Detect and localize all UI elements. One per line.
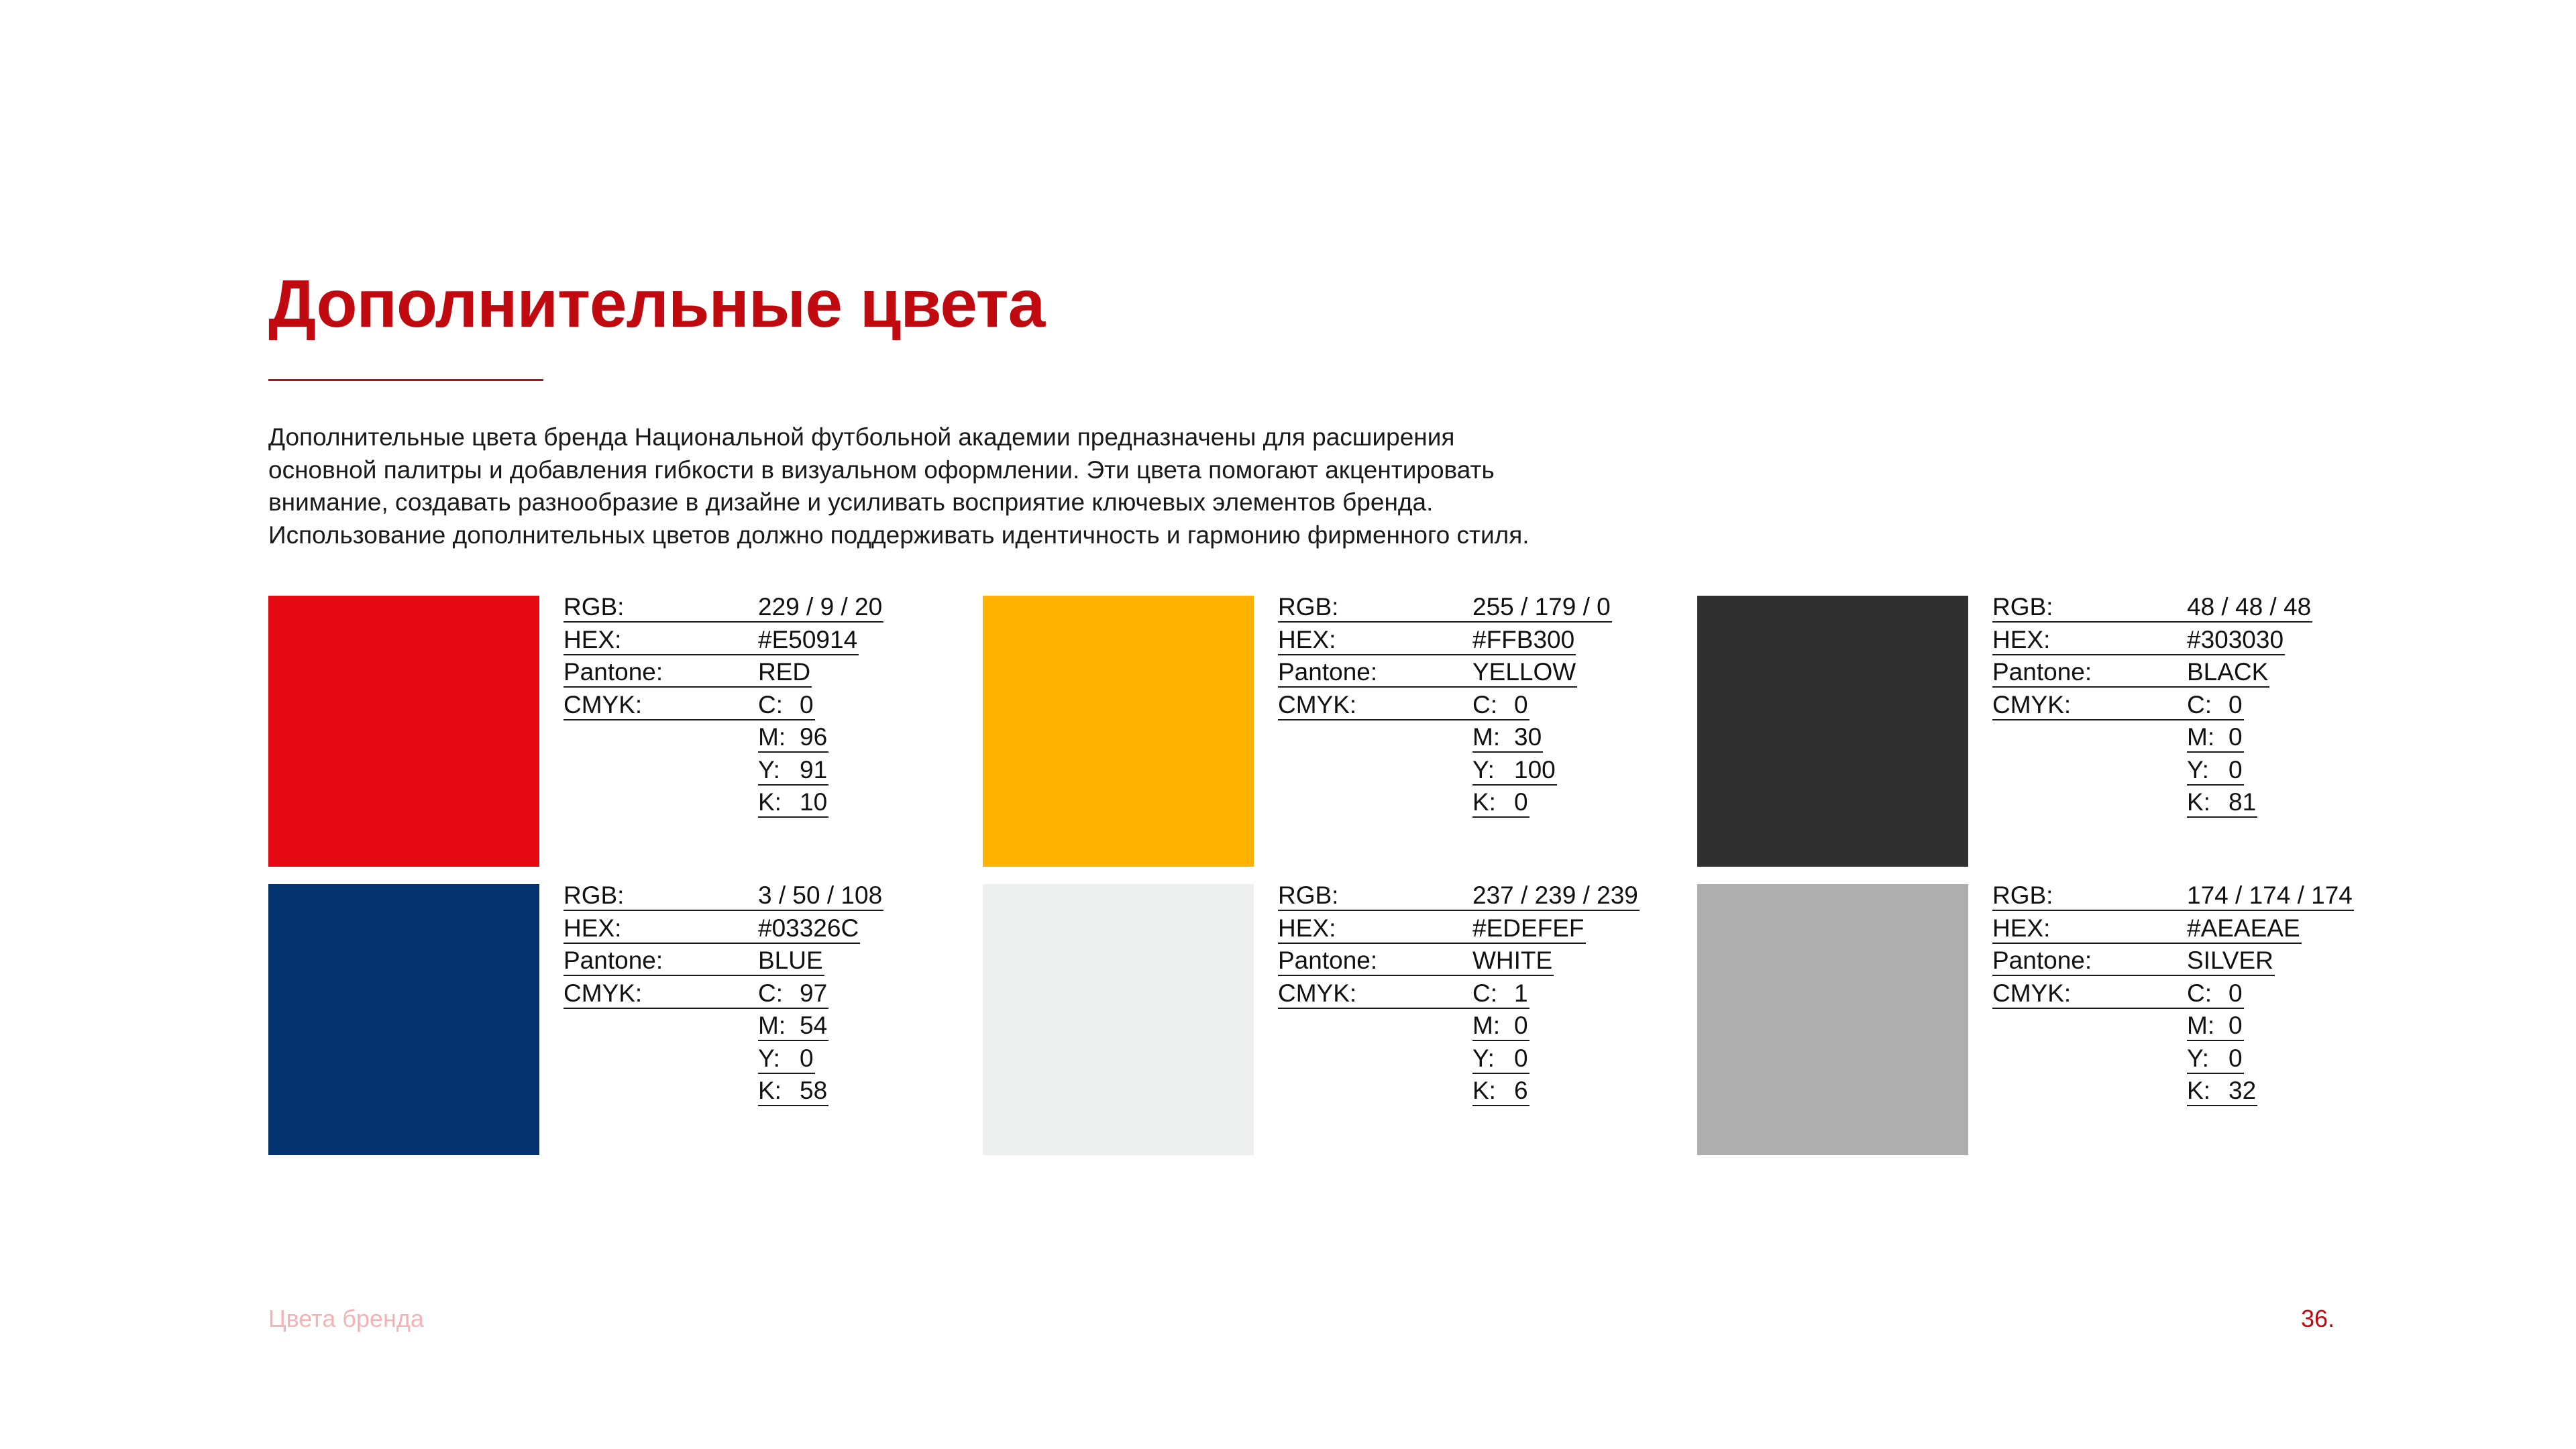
cmyk-y-key: Y:: [2187, 755, 2209, 784]
cmyk-y-number: 91: [800, 755, 828, 784]
pantone-label: Pantone:: [1278, 658, 1472, 688]
page-title: Дополнительные цвета: [268, 266, 1045, 341]
hex-label: HEX:: [1992, 914, 2187, 944]
cmyk-k-value: [2187, 1077, 2257, 1106]
pantone-label: Pantone:: [1992, 658, 2187, 688]
cmyk-c-value: [2187, 691, 2244, 720]
cmyk-label: CMYK:: [1278, 979, 1472, 1009]
color-swatch: [268, 596, 539, 867]
cmyk-y-value: [758, 1044, 815, 1074]
color-card: [1697, 881, 2408, 1156]
pantone-value: WHITE: [1472, 947, 1554, 976]
cmyk-k-key: K:: [1472, 788, 1496, 816]
cmyk-m-key: M:: [758, 723, 786, 751]
cmyk-c-value: [758, 691, 815, 720]
hex-value: #03326C: [758, 914, 860, 944]
hex-value: #E50914: [758, 626, 859, 655]
cmyk-m-key: M:: [1472, 723, 1501, 751]
color-swatch: [983, 596, 1254, 867]
cmyk-c-key: C:: [1472, 690, 1497, 718]
rgb-label: RGB:: [1278, 593, 1472, 623]
intro-line: основной палитры и добавления гибкости в визуальном оформлении. Эти цвета помогают акцентировать: [268, 455, 1495, 484]
cmyk-k-value: [758, 1077, 828, 1106]
cmyk-k-number: 58: [800, 1077, 828, 1104]
cmyk-label: CMYK:: [1278, 691, 1472, 720]
cmyk-label: CMYK:: [564, 979, 758, 1009]
cmyk-y-key: Y:: [1472, 755, 1495, 784]
cmyk-m-value: [2187, 723, 2244, 753]
cmyk-c-number: 0: [2229, 979, 2243, 1007]
rgb-value: 3 / 50 / 108: [758, 881, 883, 911]
cmyk-k-key: K:: [2187, 788, 2210, 816]
cmyk-m-number: 30: [1514, 723, 1542, 751]
cmyk-k-key: K:: [2187, 1077, 2210, 1104]
cmyk-k-key: K:: [758, 1077, 782, 1104]
rgb-value: 48 / 48 / 48: [2187, 593, 2312, 623]
color-swatch: [1697, 596, 1968, 867]
cmyk-k-value: [2187, 788, 2257, 818]
color-card: [983, 593, 1694, 867]
cmyk-k-number: 10: [800, 788, 828, 816]
cmyk-c-value: [1472, 979, 1529, 1009]
hex-label: HEX:: [1992, 626, 2187, 655]
rgb-label: RGB:: [1278, 881, 1472, 911]
title-underline: [268, 379, 543, 381]
cmyk-c-value: [1472, 691, 1529, 720]
cmyk-c-key: C:: [2187, 690, 2212, 718]
cmyk-label: CMYK:: [1992, 691, 2187, 720]
cmyk-m-number: 0: [1514, 1012, 1528, 1039]
pantone-value: RED: [758, 658, 812, 688]
rgb-label: RGB:: [1992, 881, 2187, 911]
cmyk-c-number: 0: [800, 690, 814, 718]
rgb-value: 237 / 239 / 239: [1472, 881, 1640, 911]
intro-line: Дополнительные цвета бренда Национальной футбольной академии предназначены для расширения: [268, 423, 1455, 451]
cmyk-label: CMYK:: [1992, 979, 2187, 1009]
rgb-label: RGB:: [564, 593, 758, 623]
cmyk-y-value: [2187, 1044, 2244, 1074]
color-card: [983, 881, 1694, 1156]
rgb-label: RGB:: [564, 881, 758, 911]
cmyk-c-number: 97: [800, 979, 828, 1007]
rgb-label: RGB:: [1992, 593, 2187, 623]
intro-paragraph: [268, 421, 1610, 551]
hex-value: #303030: [2187, 626, 2285, 655]
cmyk-y-number: 0: [1514, 1044, 1528, 1072]
pantone-value: BLUE: [758, 947, 824, 976]
cmyk-y-number: 100: [1514, 755, 1556, 784]
color-swatch: [983, 884, 1254, 1155]
intro-line: внимание, создавать разнообразие в дизайне и усиливать восприятие ключевых элементов бренда.: [268, 488, 1434, 516]
cmyk-m-value: [758, 1012, 828, 1041]
cmyk-y-key: Y:: [758, 1044, 780, 1072]
hex-value: #EDEFEF: [1472, 914, 1586, 944]
rgb-value: 255 / 179 / 0: [1472, 593, 1612, 623]
cmyk-y-value: [2187, 756, 2244, 786]
color-card: [1697, 593, 2408, 867]
cmyk-c-value: [2187, 979, 2244, 1009]
pantone-value: BLACK: [2187, 658, 2269, 688]
cmyk-m-key: M:: [2187, 1012, 2215, 1039]
cmyk-m-number: 0: [2229, 723, 2243, 751]
color-swatch: [1697, 884, 1968, 1155]
cmyk-c-number: 0: [2229, 690, 2243, 718]
cmyk-m-number: 54: [800, 1012, 828, 1039]
rgb-value: 229 / 9 / 20: [758, 593, 883, 623]
hex-value: #FFB300: [1472, 626, 1576, 655]
pantone-label: Pantone:: [564, 947, 758, 976]
cmyk-m-value: [1472, 723, 1543, 753]
cmyk-m-number: 0: [2229, 1012, 2243, 1039]
pantone-label: Pantone:: [1992, 947, 2187, 976]
cmyk-y-value: [1472, 1044, 1529, 1074]
cmyk-m-key: M:: [758, 1012, 786, 1039]
cmyk-k-key: K:: [758, 788, 782, 816]
cmyk-m-number: 96: [800, 723, 828, 751]
color-card: [268, 881, 979, 1156]
footer-section-label: Цвета бренда: [268, 1305, 424, 1332]
cmyk-c-key: C:: [1472, 979, 1497, 1007]
cmyk-m-value: [758, 723, 828, 753]
cmyk-y-value: [1472, 756, 1557, 786]
color-card: [268, 593, 979, 867]
hex-value: #AEAEAE: [2187, 914, 2302, 944]
cmyk-k-number: 32: [2229, 1077, 2257, 1104]
cmyk-k-value: [758, 788, 828, 818]
cmyk-y-value: [758, 756, 828, 786]
cmyk-k-value: [1472, 1077, 1529, 1106]
cmyk-k-number: 0: [1514, 788, 1528, 816]
cmyk-m-key: M:: [2187, 723, 2215, 751]
intro-line: Использование дополнительных цветов должно поддерживать идентичность и гармонию фирменного стиля.: [268, 521, 1529, 549]
cmyk-y-number: 0: [2229, 755, 2243, 784]
hex-label: HEX:: [1278, 914, 1472, 944]
hex-label: HEX:: [564, 626, 758, 655]
cmyk-y-number: 0: [800, 1044, 814, 1072]
cmyk-label: CMYK:: [564, 691, 758, 720]
cmyk-y-key: Y:: [758, 755, 780, 784]
pantone-value: SILVER: [2187, 947, 2275, 976]
page-number: 36.: [2301, 1305, 2335, 1332]
hex-label: HEX:: [1278, 626, 1472, 655]
cmyk-m-value: [2187, 1012, 2244, 1041]
color-swatch: [268, 884, 539, 1155]
cmyk-c-key: C:: [758, 690, 783, 718]
cmyk-y-key: Y:: [2187, 1044, 2209, 1072]
cmyk-k-key: K:: [1472, 1077, 1496, 1104]
cmyk-k-value: [1472, 788, 1529, 818]
cmyk-c-key: C:: [2187, 979, 2212, 1007]
cmyk-m-key: M:: [1472, 1012, 1501, 1039]
cmyk-c-value: [758, 979, 828, 1009]
cmyk-k-number: 6: [1514, 1077, 1528, 1104]
cmyk-m-value: [1472, 1012, 1529, 1041]
cmyk-y-key: Y:: [1472, 1044, 1495, 1072]
pantone-label: Pantone:: [564, 658, 758, 688]
pantone-value: YELLOW: [1472, 658, 1577, 688]
cmyk-k-number: 81: [2229, 788, 2257, 816]
cmyk-c-key: C:: [758, 979, 783, 1007]
rgb-value: 174 / 174 / 174: [2187, 881, 2354, 911]
cmyk-y-number: 0: [2229, 1044, 2243, 1072]
pantone-label: Pantone:: [1278, 947, 1472, 976]
cmyk-c-number: 1: [1514, 979, 1528, 1007]
cmyk-c-number: 0: [1514, 690, 1528, 718]
hex-label: HEX:: [564, 914, 758, 944]
